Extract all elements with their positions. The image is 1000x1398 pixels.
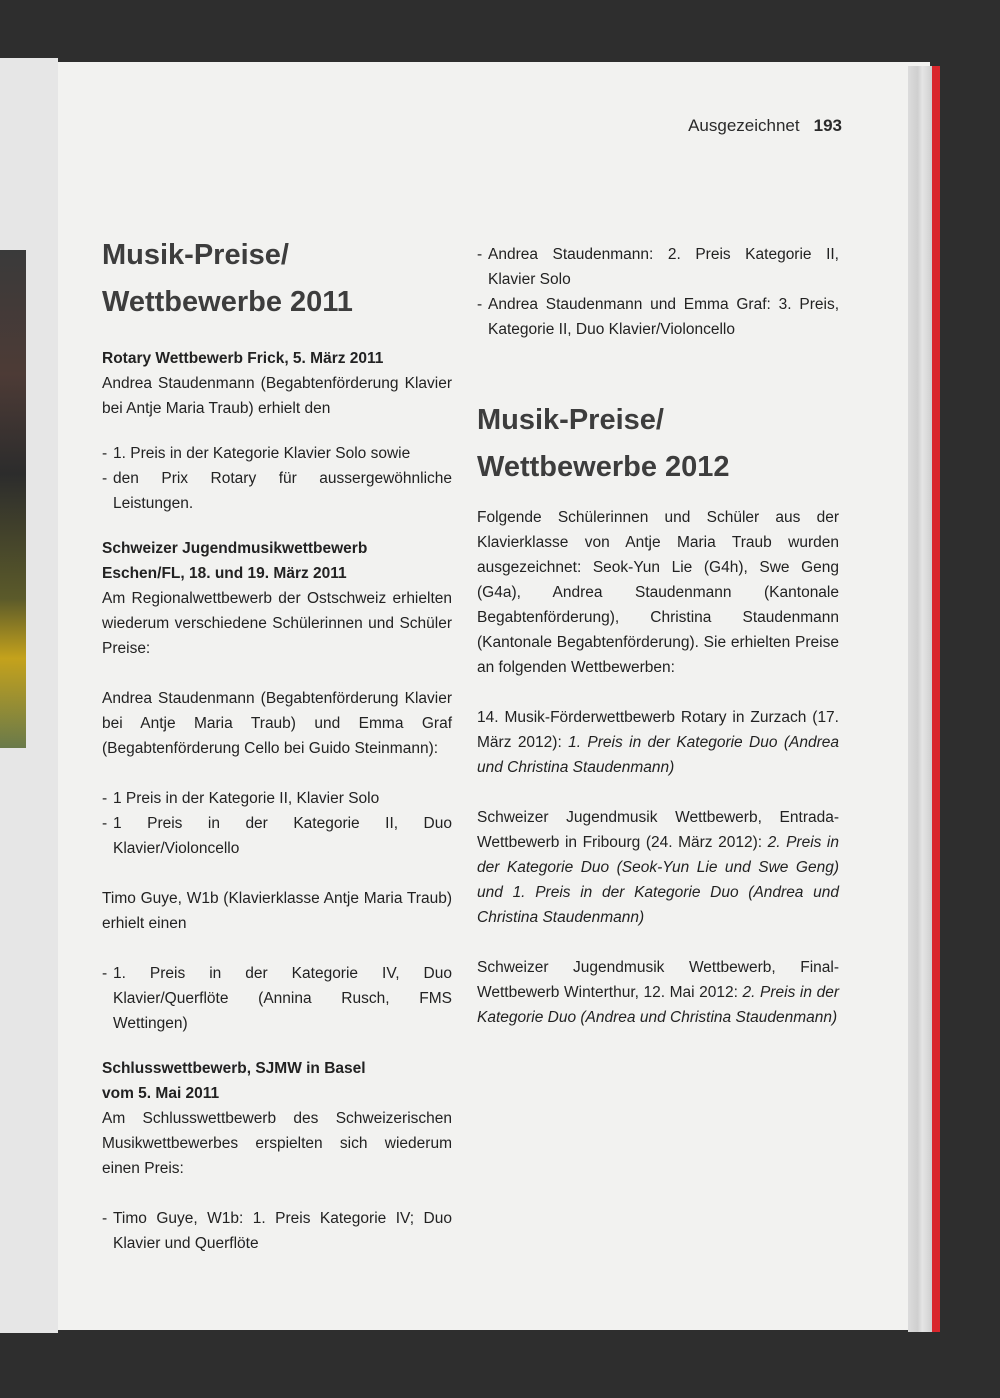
rotary-subhead: Rotary Wettbewerb Frick, 5. März 2011 — [102, 350, 384, 367]
heading-2011-line2: Wettbewerbe 2011 — [102, 286, 353, 318]
rotary-list — [102, 441, 452, 516]
heading-2011-line1: Musik-Preise/ — [102, 239, 289, 271]
list-item: - Andrea Staudenmann: 2. Preis Kategorie II, Klavier Solo — [477, 242, 839, 292]
intro-text: Folgende Schülerinnen und Schüler aus der Klavierklasse von Antje Maria Traub wurden ausgezeichnet: Seok-Yun Lie (G4h), Swe Geng (G4a), Andrea Staudenmann (Kantonale Begabtenförderung), Christina Staudenmann (Kantonale Begabtenförderung). Sie erhielten Preise an folgenden Wettbewerben: — [477, 509, 839, 676]
award-entry-3-text: Schweizer Jugendmusik Wettbewerb, Final-Wettbewerb Winterthur, 12. Mai 2012: — [477, 959, 839, 1001]
award-entry-1-text: 14. Musik-Förderwettbewerb Rotary in Zurzach (17. März 2012): — [477, 709, 839, 751]
sjmw-text2: Andrea Staudenmann (Begabtenförderung Klavier bei Antje Maria Traub) und Emma Graf (Begabtenförderung Cello bei Guido Steinmann): — [102, 690, 452, 757]
sjmw-list2 — [102, 961, 452, 1036]
list-item: - 1. Preis in der Kategorie IV, Duo Klavier/Querflöte (Annina Rusch, FMS Wettingen) — [102, 961, 452, 1036]
previous-page-photo — [0, 250, 26, 748]
basel-list — [102, 1206, 452, 1256]
continued-list — [477, 242, 839, 342]
list-item: - 1 Preis in der Kategorie II, Klavier Solo — [102, 786, 452, 811]
section-title: Ausgezeichnet — [688, 116, 800, 135]
list-item: - den Prix Rotary für aussergewöhnliche Leistungen. — [102, 466, 452, 516]
list-item: - Andrea Staudenmann und Emma Graf: 3. Preis, Kategorie II, Duo Klavier/Violoncello — [477, 292, 839, 342]
award-entry-3-result: 2. Preis in der Kategorie Duo (Andrea und Christina Staudenmann) — [477, 984, 839, 1026]
sjmw-text: Am Regionalwettbewerb der Ostschweiz erhielten wiederum verschiedene Schülerinnen und Schüler Preise: — [102, 590, 452, 657]
basel-subhead-line1: Schlusswettbewerb, SJMW in Basel — [102, 1060, 366, 1077]
list-item: - 1 Preis in der Kategorie II, Duo Klavier/Violoncello — [102, 811, 452, 861]
heading-2012-line1: Musik-Preise/ — [477, 404, 664, 436]
rotary-text: Andrea Staudenmann (Begabtenförderung Klavier bei Antje Maria Traub) erhielt den — [102, 375, 452, 417]
list-item: - 1. Preis in der Kategorie Klavier Solo sowie — [102, 441, 452, 466]
award-entry-1 — [477, 705, 839, 780]
sjmw-list — [102, 786, 452, 861]
award-entry-2-text: Schweizer Jugendmusik Wettbewerb, Entrada-Wettbewerb in Fribourg (24. März 2012): — [477, 809, 839, 851]
award-entry-3 — [477, 955, 839, 1030]
sjmw-text3: Timo Guye, W1b (Klavierklasse Antje Maria Traub) erhielt einen — [102, 890, 452, 932]
list-item: - Timo Guye, W1b: 1. Preis Kategorie IV; Duo Klavier und Querflöte — [102, 1206, 452, 1256]
sjmw-subhead-line1: Schweizer Jugendmusikwettbewerb — [102, 540, 368, 557]
award-entry-2 — [477, 805, 839, 930]
heading-2012 — [477, 397, 839, 491]
page-number: 193 — [813, 116, 842, 135]
page-stack-edge — [908, 66, 932, 1332]
running-head — [620, 116, 842, 136]
basel-text: Am Schlusswettbewerb des Schweizerischen Musikwettbewerbes erspielten sich wiederum einen Preis: — [102, 1110, 452, 1177]
basel-subhead-line2: vom 5. Mai 2011 — [102, 1085, 220, 1102]
left-column — [102, 232, 452, 1256]
sjmw-subhead-line2: Eschen/FL, 18. und 19. März 2011 — [102, 565, 347, 582]
right-column — [477, 242, 839, 1030]
award-entry-1-result: 1. Preis in der Kategorie Duo (Andrea und Christina Staudenmann) — [477, 734, 839, 776]
heading-2011 — [102, 232, 452, 326]
heading-2012-line2: Wettbewerbe 2012 — [477, 451, 730, 483]
award-entry-2-result: 2. Preis in der Kategorie Duo (Seok-Yun Lie und Swe Geng) und 1. Preis in der Kategorie Duo (Andrea und Christina Staudenmann) — [477, 834, 839, 926]
red-page-edge — [932, 66, 940, 1332]
